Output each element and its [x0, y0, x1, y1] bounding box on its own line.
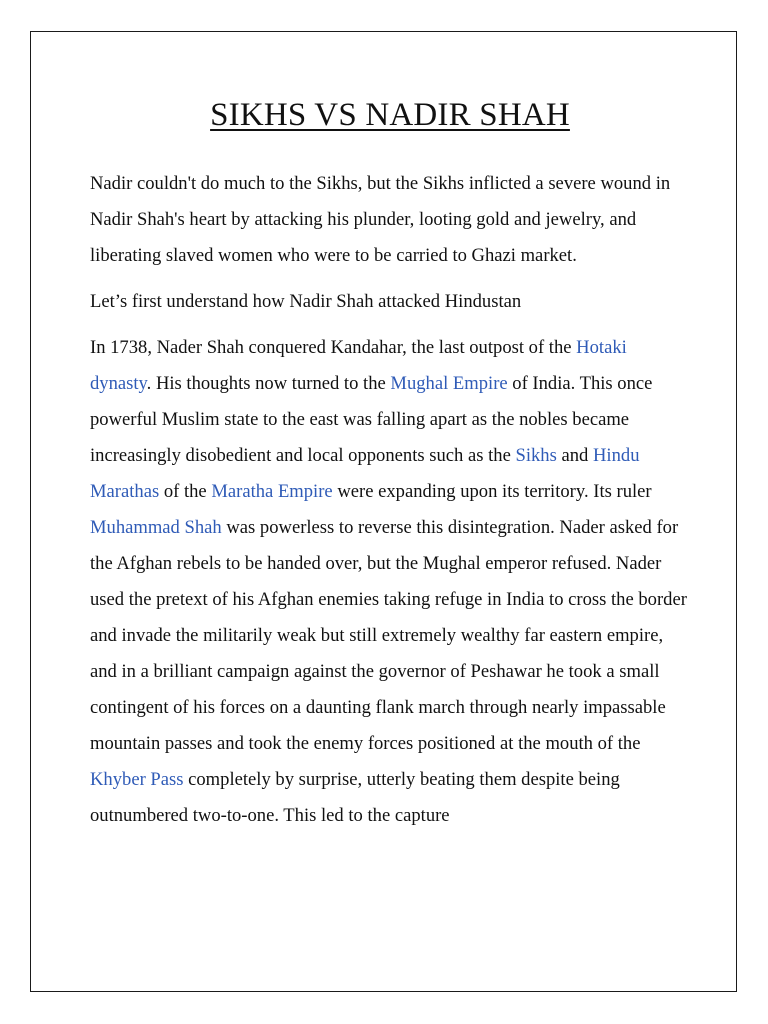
body-text-2: . His thoughts now turned to the [146, 373, 391, 394]
document-content [90, 93, 690, 844]
link-maratha-empire[interactable]: Maratha Empire [211, 481, 333, 502]
body-text-7: was powerless to reverse this disintegration. Nader asked for the Afghan rebels to be handed over, but the Mughal emperor refused. Nader used the pretext of his Afghan enemies taking refuge in India to cross the border and invade the militarily weak but still extremely wealthy far eastern empire, and in a brilliant campaign against the governor of Peshawar he took a small contingent of his forces on a daunting flank march through nearly impassable mountain passes and took the enemy forces positioned at the mouth of the [90, 517, 687, 754]
body-text-8: completely by surprise, utterly beating them despite being outnumbered two-to-one. This led to the capture [90, 769, 620, 826]
body-text-3: of India. This once powerful Muslim state to the east was falling apart as the nobles became increasingly disobedient and local opponents such as the [90, 373, 653, 466]
intro-paragraph: Nadir couldn't do much to the Sikhs, but the Sikhs inflicted a severe wound in Nadir Shah's heart by attacking his plunder, looting gold and jewelry, and liberating slaved women who were to be carried to Ghazi market. [90, 173, 671, 266]
link-sikhs[interactable]: Sikhs [515, 445, 557, 466]
link-hotaki-dynasty[interactable]: Hotaki dynasty [90, 337, 627, 394]
body-text-6: were expanding upon its territory. Its ruler [332, 481, 652, 502]
link-hindu-marathas[interactable]: Hindu Marathas [90, 445, 640, 502]
link-muhammad-shah[interactable]: Muhammad Shah [90, 517, 222, 538]
link-mughal-empire[interactable]: Mughal Empire [390, 373, 508, 394]
link-khyber-pass[interactable]: Khyber Pass [90, 769, 184, 790]
body-text-5: of the [159, 481, 212, 502]
body-text-1: In 1738, Nader Shah conquered Kandahar, the last outpost of the [90, 337, 577, 358]
subheading-paragraph: Let’s first understand how Nadir Shah attacked Hindustan [90, 291, 522, 312]
body-text-4: and [556, 445, 593, 466]
body-paragraph [90, 330, 690, 834]
document-title: SIKHS VS NADIR SHAH [210, 97, 570, 133]
